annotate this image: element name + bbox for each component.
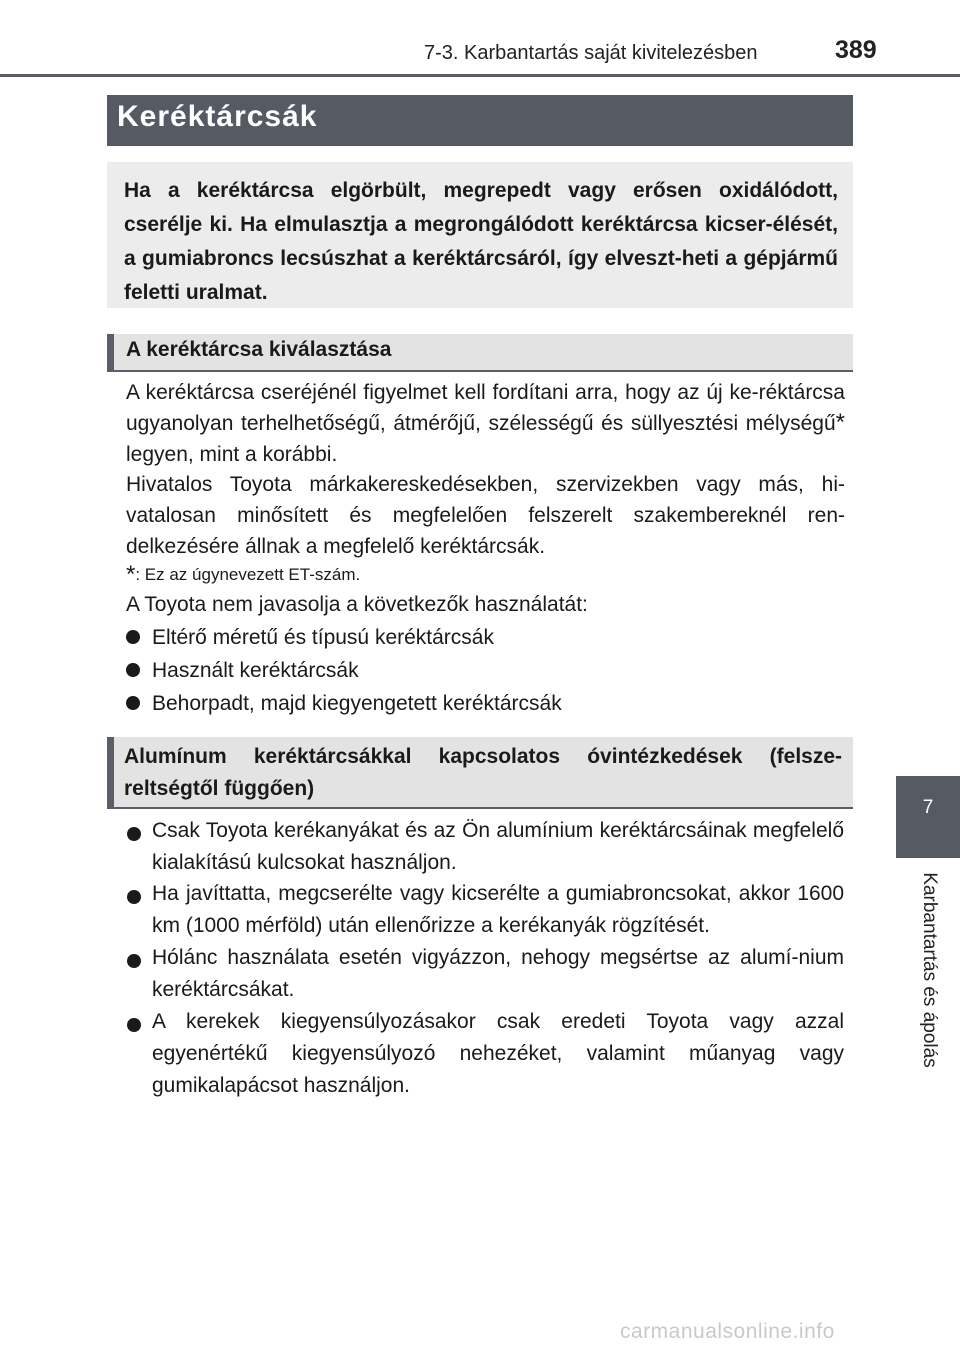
subheading-aluminium: Alumínum keréktárcsákkal kapcsolatos óvintézkedések (felsze-reltségtől függően)	[124, 745, 842, 800]
bullet-icon	[126, 630, 140, 644]
bullet-icon	[127, 890, 141, 904]
chapter-label: Karbantartás és ápolás	[919, 872, 940, 1068]
page-title: Keréktárcsák	[117, 100, 318, 133]
bullet-icon	[126, 696, 140, 710]
list-item: Hólánc használata esetén vigyázzon, nehogy megsértse az alumí-nium keréktárcsákat.	[152, 946, 844, 1001]
list-item: Ha javíttatta, megcserélte vagy kicserélte a gumiabroncsokat, akkor 1600 km (1000 mérföld) után ellenőrizze a kerékanyák rögzítését.	[152, 882, 844, 937]
warning-text: Ha a keréktárcsa elgörbült, megrepedt vagy erősen oxidálódott, cserélje ki. Ha elmulasztja a megrongálódott keréktárcsa kicser-élését, a gumiabroncs lecsúszhat a keréktárcsáról, így elveszt-heti a gépjármű feletti uralmat.	[124, 179, 838, 304]
footnote: *: Ez az úgynevezett ET-szám.	[126, 561, 361, 588]
bullet-icon	[126, 663, 140, 677]
list-item: A kerekek kiegyensúlyozásakor csak eredeti Toyota vagy azzal egyenértékű kiegyensúlyozó nehezéket, valamint műanyag vagy gumikalapácsot használjon.	[152, 1010, 844, 1097]
bullet-icon	[127, 954, 141, 968]
list-item: Behorpadt, majd kiegyengetett keréktárcsák	[126, 692, 562, 716]
list-item: Eltérő méretű és típusú keréktárcsák	[126, 626, 494, 650]
bullet-icon	[127, 1018, 141, 1032]
bullet-icon	[127, 827, 141, 841]
paragraph-not-recommended: A Toyota nem javasolja a következők használatát:	[126, 593, 588, 616]
footnote-marker: *	[835, 409, 845, 436]
paragraph-dealers: Hivatalos Toyota márkakereskedésekben, szervizekben vagy más, hi-vatalosan minősített és megfelelően felszerelt szakembereknél ren-delkezésére állnak a megfelelő keréktárcsák.	[126, 473, 845, 558]
page-number: 389	[835, 36, 877, 64]
list-item: Csak Toyota kerékanyákat és az Ön alumínium keréktárcsáinak megfelelő kialakítású kulcsokat használjon.	[152, 819, 844, 874]
subheading-selection: A keréktárcsa kiválasztása	[126, 338, 392, 361]
chapter-number: 7	[922, 797, 934, 818]
paragraph-selection-requirements: A keréktárcsa cseréjénél figyelmet kell fordítani arra, hogy az új ke-réktárcsa ugyanolyan terhelhetőségű, átmérőjű, szélességű és süllyesztési mélységű* legyen, mint a korábbi.	[126, 381, 845, 466]
header-divider	[0, 74, 960, 77]
header-section-title: 7-3. Karbantartás saját kivitelezésben	[424, 42, 758, 64]
watermark: carmanualsonline.info	[620, 1320, 835, 1343]
list-item: Használt keréktárcsák	[126, 659, 359, 683]
